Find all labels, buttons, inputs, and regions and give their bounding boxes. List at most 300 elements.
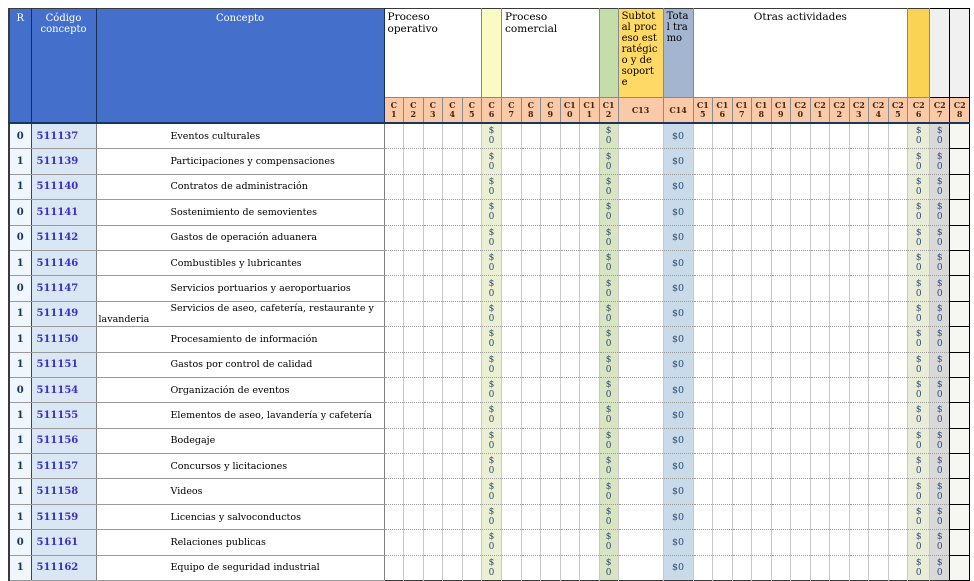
cell-c21: [810, 479, 830, 504]
cell-c11: [580, 479, 600, 504]
cell-c6: $ 0: [482, 149, 502, 174]
cell-c13: [618, 225, 663, 250]
cell-c11: [580, 276, 600, 301]
cell-c1: [384, 327, 404, 352]
cell-c4: [443, 352, 463, 377]
cell-c8: [521, 327, 541, 352]
cell-c16: [713, 123, 733, 149]
cell-c18: [752, 301, 772, 326]
cell-c23: [849, 149, 869, 174]
cell-c8: [521, 200, 541, 225]
cell-c19: [771, 479, 791, 504]
cell-c4: [443, 225, 463, 250]
cell-c3: [423, 327, 443, 352]
cell-c19: [771, 123, 791, 149]
cell-c7: [502, 276, 522, 301]
col-header-c28: C2 8: [950, 98, 970, 124]
cell-c12: $ 0: [599, 555, 618, 580]
cell-c12: $ 0: [599, 123, 618, 149]
cell-c3: [423, 200, 443, 225]
cell-concepto: Contratos de administración: [96, 174, 384, 199]
cell-c28: [950, 479, 970, 504]
cell-c28: [950, 250, 970, 275]
cell-c24: [869, 123, 889, 149]
cell-c6: $ 0: [482, 200, 502, 225]
table-row: [9, 428, 970, 453]
col-header-c7: C 7: [502, 98, 522, 124]
cell-c2: [404, 504, 424, 529]
cell-concepto: Procesamiento de información: [96, 327, 384, 352]
cell-c15: [693, 174, 713, 199]
cell-c2: [404, 428, 424, 453]
cell-c1: [384, 504, 404, 529]
cell-r: 0: [9, 200, 31, 225]
cell-c3: [423, 250, 443, 275]
cell-c11: [580, 555, 600, 580]
cell-c1: [384, 530, 404, 555]
cell-c21: [810, 504, 830, 529]
table-row: [9, 123, 970, 149]
cell-c17: [732, 454, 752, 479]
cell-c7: [502, 149, 522, 174]
cell-r: 0: [9, 377, 31, 402]
cell-c6: $ 0: [482, 250, 502, 275]
col-header-c23: C2 3: [849, 98, 869, 124]
cell-c25: [888, 555, 908, 580]
cell-c28: [950, 377, 970, 402]
cell-c21: [810, 428, 830, 453]
cell-c25: [888, 454, 908, 479]
cell-c19: [771, 225, 791, 250]
cell-c13: [618, 555, 663, 580]
table-row: [9, 327, 970, 352]
col-header-c25: C2 5: [888, 98, 908, 124]
cell-r: 1: [9, 454, 31, 479]
cell-c26: $ 0: [908, 225, 930, 250]
cell-c12: $ 0: [599, 530, 618, 555]
group-proceso-operativo: Proceso operativo: [384, 9, 482, 98]
cell-c3: [423, 454, 443, 479]
cell-c20: [791, 250, 811, 275]
cell-c22: [830, 377, 850, 402]
cell-c8: [521, 149, 541, 174]
cell-codigo: 511159: [31, 504, 96, 529]
cell-c6: $ 0: [482, 327, 502, 352]
cell-c6: $ 0: [482, 479, 502, 504]
cell-c28: [950, 504, 970, 529]
cell-c22: [830, 200, 850, 225]
cell-c18: [752, 327, 772, 352]
cell-concepto: Gastos de operación aduanera: [96, 225, 384, 250]
cell-c21: [810, 377, 830, 402]
cell-c17: [732, 555, 752, 580]
cell-c20: [791, 200, 811, 225]
cell-c8: [521, 454, 541, 479]
cell-c22: [830, 276, 850, 301]
cell-c14: $0: [663, 403, 693, 428]
cell-c3: [423, 352, 443, 377]
cell-c17: [732, 479, 752, 504]
cell-c21: [810, 555, 830, 580]
cell-c13: [618, 327, 663, 352]
cell-c2: [404, 276, 424, 301]
cell-c28: [950, 428, 970, 453]
cell-c18: [752, 403, 772, 428]
cell-c27: $ 0: [930, 301, 950, 326]
cell-c2: [404, 250, 424, 275]
cell-c18: [752, 352, 772, 377]
cell-codigo: 511162: [31, 555, 96, 580]
cell-c7: [502, 479, 522, 504]
cell-c4: [443, 327, 463, 352]
cell-c19: [771, 276, 791, 301]
cell-c27: $ 0: [930, 530, 950, 555]
cell-c10: [560, 149, 580, 174]
cell-c20: [791, 428, 811, 453]
cell-c11: [580, 301, 600, 326]
cell-c22: [830, 479, 850, 504]
cell-c12: $ 0: [599, 454, 618, 479]
cell-c10: [560, 403, 580, 428]
cell-c28: [950, 276, 970, 301]
col-header-c15: C1 5: [693, 98, 713, 124]
cell-c26: $ 0: [908, 479, 930, 504]
cell-c22: [830, 428, 850, 453]
cell-c4: [443, 479, 463, 504]
cell-c14: $0: [663, 377, 693, 402]
group-subtotal-proceso: Subtotal proceso estratégico y de soporte: [618, 9, 663, 98]
cell-c23: [849, 428, 869, 453]
cell-c10: [560, 250, 580, 275]
cell-c5: [462, 530, 482, 555]
col-header-c11: C1 1: [580, 98, 600, 124]
cell-c18: [752, 428, 772, 453]
cell-c10: [560, 377, 580, 402]
cell-c22: [830, 225, 850, 250]
cell-c25: [888, 428, 908, 453]
cell-c19: [771, 377, 791, 402]
cell-c12: $ 0: [599, 504, 618, 529]
cell-c20: [791, 174, 811, 199]
col-header-r: R: [9, 9, 31, 124]
cell-c24: [869, 428, 889, 453]
cell-codigo: 511158: [31, 479, 96, 504]
col-header-c22: C2 2: [830, 98, 850, 124]
cell-c25: [888, 377, 908, 402]
cell-c27: $ 0: [930, 428, 950, 453]
cell-c6: $ 0: [482, 276, 502, 301]
cell-c18: [752, 479, 772, 504]
cell-c4: [443, 504, 463, 529]
cell-c4: [443, 276, 463, 301]
cell-c11: [580, 454, 600, 479]
cell-c5: [462, 327, 482, 352]
cell-c3: [423, 403, 443, 428]
cell-c16: [713, 504, 733, 529]
cell-codigo: 511147: [31, 276, 96, 301]
cell-concepto: Sostenimiento de semovientes: [96, 200, 384, 225]
cell-c23: [849, 504, 869, 529]
cell-c12: $ 0: [599, 352, 618, 377]
cell-c7: [502, 403, 522, 428]
cell-c13: [618, 301, 663, 326]
cell-c11: [580, 504, 600, 529]
cell-c11: [580, 200, 600, 225]
cell-concepto: Organización de eventos: [96, 377, 384, 402]
cell-c28: [950, 123, 970, 149]
cell-codigo: 511151: [31, 352, 96, 377]
cell-c7: [502, 428, 522, 453]
cell-c16: [713, 403, 733, 428]
cell-c25: [888, 149, 908, 174]
cell-c6: $ 0: [482, 428, 502, 453]
cell-c1: [384, 454, 404, 479]
cell-c15: [693, 403, 713, 428]
cell-c9: [541, 530, 561, 555]
cell-c18: [752, 454, 772, 479]
table-row: [9, 174, 970, 199]
cell-c8: [521, 530, 541, 555]
cell-c17: [732, 276, 752, 301]
cell-c17: [732, 149, 752, 174]
cell-c8: [521, 250, 541, 275]
cell-c7: [502, 504, 522, 529]
cell-c19: [771, 352, 791, 377]
cell-c9: [541, 123, 561, 149]
table-row: [9, 301, 970, 326]
cell-codigo: 511141: [31, 200, 96, 225]
cell-c6: $ 0: [482, 377, 502, 402]
table-row: [9, 250, 970, 275]
cell-c15: [693, 530, 713, 555]
cell-c25: [888, 123, 908, 149]
cell-c13: [618, 149, 663, 174]
cell-c15: [693, 428, 713, 453]
cell-c19: [771, 403, 791, 428]
cell-c23: [849, 454, 869, 479]
cell-codigo: 511140: [31, 174, 96, 199]
cell-c16: [713, 225, 733, 250]
cell-c13: [618, 454, 663, 479]
cell-c28: [950, 200, 970, 225]
cell-c10: [560, 200, 580, 225]
cell-c12: $ 0: [599, 428, 618, 453]
cell-c20: [791, 352, 811, 377]
cell-c16: [713, 250, 733, 275]
cell-c7: [502, 174, 522, 199]
cell-c24: [869, 174, 889, 199]
cell-c21: [810, 530, 830, 555]
cell-c25: [888, 530, 908, 555]
cell-codigo: 511154: [31, 377, 96, 402]
budget-sheet: [8, 8, 974, 581]
cell-c7: [502, 200, 522, 225]
cell-c24: [869, 479, 889, 504]
cell-c27: $ 0: [930, 149, 950, 174]
cell-c8: [521, 301, 541, 326]
cell-c11: [580, 123, 600, 149]
cell-c26: $ 0: [908, 301, 930, 326]
cell-r: 1: [9, 174, 31, 199]
cell-c20: [791, 301, 811, 326]
cell-c23: [849, 301, 869, 326]
cell-c12: $ 0: [599, 174, 618, 199]
cell-c21: [810, 276, 830, 301]
cell-c1: [384, 352, 404, 377]
cell-c26: $ 0: [908, 504, 930, 529]
cell-c3: [423, 428, 443, 453]
cell-c20: [791, 504, 811, 529]
cell-concepto: Videos: [96, 479, 384, 504]
cell-c8: [521, 276, 541, 301]
cell-c14: $0: [663, 479, 693, 504]
table-row: [9, 403, 970, 428]
cell-c1: [384, 301, 404, 326]
cell-c23: [849, 327, 869, 352]
cell-c7: [502, 530, 522, 555]
cell-c10: [560, 301, 580, 326]
cell-c11: [580, 225, 600, 250]
col-header-c8: C 8: [521, 98, 541, 124]
cell-c9: [541, 225, 561, 250]
cell-c12: $ 0: [599, 377, 618, 402]
cell-c21: [810, 301, 830, 326]
cell-c18: [752, 174, 772, 199]
cell-c3: [423, 276, 443, 301]
cell-c27: $ 0: [930, 250, 950, 275]
cell-c7: [502, 377, 522, 402]
cell-c8: [521, 555, 541, 580]
cell-c14: $0: [663, 504, 693, 529]
cell-r: 1: [9, 479, 31, 504]
cell-c4: [443, 403, 463, 428]
cell-c10: [560, 530, 580, 555]
table-row: [9, 225, 970, 250]
cell-c25: [888, 403, 908, 428]
cell-c24: [869, 327, 889, 352]
col-header-c26: C2 6: [908, 98, 930, 124]
cell-c14: $0: [663, 352, 693, 377]
table-row: [9, 454, 970, 479]
cell-c19: [771, 504, 791, 529]
cell-c27: $ 0: [930, 454, 950, 479]
cell-c24: [869, 276, 889, 301]
cell-c5: [462, 149, 482, 174]
cell-c10: [560, 123, 580, 149]
cell-c15: [693, 454, 713, 479]
cell-c13: [618, 428, 663, 453]
col-header-c13: C13: [618, 98, 663, 124]
cell-c16: [713, 555, 733, 580]
cell-concepto: Licencias y salvoconductos: [96, 504, 384, 529]
cell-c22: [830, 555, 850, 580]
cell-c26: $ 0: [908, 174, 930, 199]
col-header-c17: C1 7: [732, 98, 752, 124]
cell-c28: [950, 174, 970, 199]
cell-c27: $ 0: [930, 276, 950, 301]
cell-c4: [443, 174, 463, 199]
cell-c2: [404, 225, 424, 250]
cell-c28: [950, 327, 970, 352]
col-header-c20: C2 0: [791, 98, 811, 124]
cell-c20: [791, 377, 811, 402]
cell-c1: [384, 403, 404, 428]
cell-c10: [560, 479, 580, 504]
cell-c23: [849, 174, 869, 199]
cell-c14: $0: [663, 555, 693, 580]
cell-c20: [791, 479, 811, 504]
cell-c24: [869, 225, 889, 250]
cell-c15: [693, 200, 713, 225]
cell-c6: $ 0: [482, 174, 502, 199]
cell-c4: [443, 149, 463, 174]
cell-c26: $ 0: [908, 352, 930, 377]
cell-c17: [732, 403, 752, 428]
group-total-tramo: Total tramo: [663, 9, 693, 98]
cell-c5: [462, 123, 482, 149]
group-proceso-comercial: Proceso comercial: [502, 9, 600, 98]
cell-c15: [693, 327, 713, 352]
cell-c9: [541, 352, 561, 377]
cell-c18: [752, 504, 772, 529]
cell-c17: [732, 352, 752, 377]
cell-c11: [580, 327, 600, 352]
cell-c24: [869, 530, 889, 555]
cell-c10: [560, 327, 580, 352]
cell-codigo: 511161: [31, 530, 96, 555]
cell-c15: [693, 250, 713, 275]
cell-c25: [888, 225, 908, 250]
table-row: [9, 555, 970, 580]
cell-c20: [791, 555, 811, 580]
col-header-c10: C1 0: [560, 98, 580, 124]
group-c28-highlight: [950, 9, 970, 98]
cell-c21: [810, 327, 830, 352]
cell-c21: [810, 454, 830, 479]
cell-c18: [752, 250, 772, 275]
cell-c12: $ 0: [599, 225, 618, 250]
cell-c3: [423, 301, 443, 326]
cell-c21: [810, 403, 830, 428]
cell-c25: [888, 352, 908, 377]
cell-c8: [521, 428, 541, 453]
cell-c28: [950, 301, 970, 326]
cell-c27: $ 0: [930, 123, 950, 149]
cell-c3: [423, 377, 443, 402]
cell-c15: [693, 352, 713, 377]
cell-c7: [502, 225, 522, 250]
cell-c24: [869, 504, 889, 529]
cell-c5: [462, 352, 482, 377]
cell-c2: [404, 479, 424, 504]
cell-c20: [791, 225, 811, 250]
cell-c12: $ 0: [599, 479, 618, 504]
cell-c3: [423, 123, 443, 149]
cell-c9: [541, 428, 561, 453]
cell-c24: [869, 301, 889, 326]
cell-c16: [713, 149, 733, 174]
cell-c6: $ 0: [482, 301, 502, 326]
cell-c9: [541, 174, 561, 199]
cell-r: 1: [9, 250, 31, 275]
cell-c10: [560, 454, 580, 479]
cell-c10: [560, 352, 580, 377]
cell-c19: [771, 530, 791, 555]
cell-c9: [541, 250, 561, 275]
group-c26-highlight: [908, 9, 930, 98]
cell-c16: [713, 530, 733, 555]
cell-c27: $ 0: [930, 555, 950, 580]
